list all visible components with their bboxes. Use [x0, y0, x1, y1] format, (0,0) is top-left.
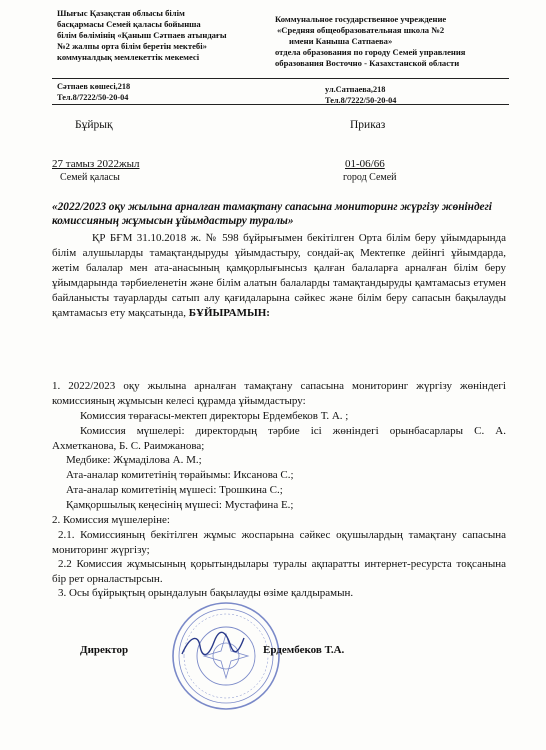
address-right	[325, 85, 396, 106]
item-1: 1. 2022/2023 оқу жылына арналған тамақтану сапасына мониторинг жүргізу жөніндегі комиссияның жұмысын келесі құрамда ұйымдастыру:	[52, 380, 506, 407]
header-right-line: «Средняя общеобразовательная школа №2	[277, 25, 445, 35]
intro-text: ҚР БҒМ 31.10.2018 ж. № 598 бұйрығымен бекітілген Орта білім беру ұйымдарында білім алушыларды тамақтандыруды ұйымдастыру, сондай-ақ Мектепке дейінгі ұйымдарда, жетім балалар мен ата-анасының қамқорлығынсыз қалған балаларға арналған білім беру ұйымдарында тәрбиеленетін және білім алатын балаларды тамақтандыруды қамтамасыз етумен байланысты тауарларды сатып алу қағидаларына сәйкес және білім беру сапасын бақылауды қамтамасыз ету мақсатында,	[52, 232, 506, 319]
item-2-1: 2.1. Комиссияның бекітілген жұмыс жоспарына сәйкес оқушылардың тамақтану сапасына мониторинг жүргізу;	[52, 529, 506, 556]
address-left-street: Сәтпаев көшесі,218	[57, 82, 131, 91]
intro-paragraph	[52, 231, 506, 321]
signature-position: Директор	[80, 644, 129, 656]
item-2-2: 2.2 Комиссия жұмысының қорытындылары туралы ақпаратты интернет-ресурста тоқсанына бір рет орналастырсын.	[52, 558, 506, 585]
title-kz: Бұйрық	[75, 119, 113, 131]
header-left-line: басқармасы Семей қаласы бойынша	[57, 19, 201, 29]
header-right-line: отдела образования по городу Семей управления	[275, 47, 466, 57]
trustee-council-member: Қамқоршылық кеңесінің мүшесі: Мустафина Е.;	[66, 499, 294, 511]
header-right-line: образования Восточно - Казахстанской области	[275, 58, 460, 68]
item-3: 3. Осы бұйрықтың орындалуын бақылауды өзіме қалдырамын.	[58, 587, 354, 599]
header-left-line: №2 жалпы орта білім беретін мектебі»	[57, 41, 207, 51]
commission-chair: Комиссия төрағасы-мектеп директоры Ердембеков Т. А. ;	[80, 410, 349, 422]
order-number: 01-06/66	[345, 158, 385, 170]
header-left-line: Шығыс Қазақстан облысы білім	[57, 8, 185, 18]
order-word: БҰЙЫРАМЫН:	[188, 307, 270, 319]
item-2: 2. Комиссия мүшелеріне:	[52, 514, 170, 526]
header-divider-top	[52, 78, 509, 79]
title-ru: Приказ	[350, 119, 386, 131]
header-right-line: имени Каныша Сатпаева»	[289, 36, 393, 46]
header-left-line: коммуналдық мемлекеттік мекемесі	[57, 52, 200, 62]
header-left-block	[57, 8, 272, 63]
order-heading: «2022/2023 оқу жылына арналған тамақтану сапасына мониторинг жүргізу жөніндегі комиссияның жұмысын ұйымдастыру туралы»	[52, 201, 492, 227]
address-left	[57, 82, 130, 103]
city-kz: Семей қаласы	[60, 172, 120, 183]
header-right-line: Коммунальное государственное учреждение	[275, 14, 447, 24]
header-divider-bottom	[52, 104, 509, 105]
city-ru: город Семей	[343, 172, 397, 183]
order-date: 27 тамыз 2022жыл	[52, 158, 140, 170]
header-right-block	[275, 14, 520, 69]
address-right-phone: Тел.8/7222/50-20-04	[325, 95, 397, 105]
commission-members: Комиссия мүшелері: директордың тәрбие ісі жөніндегі орынбасарлары С. А. Ахметканова, Б. С. Раимжанова;	[52, 425, 506, 452]
parent-committee-chair: Ата-аналар комитетінің төрайымы: Иксанова С.;	[66, 469, 294, 481]
parent-committee-member: Ата-аналар комитетінің мүшесі: Трошкина С.;	[66, 484, 283, 496]
signature-name: Ердембеков Т.А.	[263, 644, 345, 656]
header-left-line: білім бөлімінің «Қаныш Сәтпаев атындағы	[57, 30, 227, 40]
address-right-street: ул.Сатпаева,218	[325, 85, 386, 94]
nurse: Медбике: Жұмаділова А. М.;	[66, 454, 202, 466]
handwritten-signature	[178, 628, 248, 662]
address-left-phone: Тел.8/7222/50-20-04	[57, 92, 129, 102]
